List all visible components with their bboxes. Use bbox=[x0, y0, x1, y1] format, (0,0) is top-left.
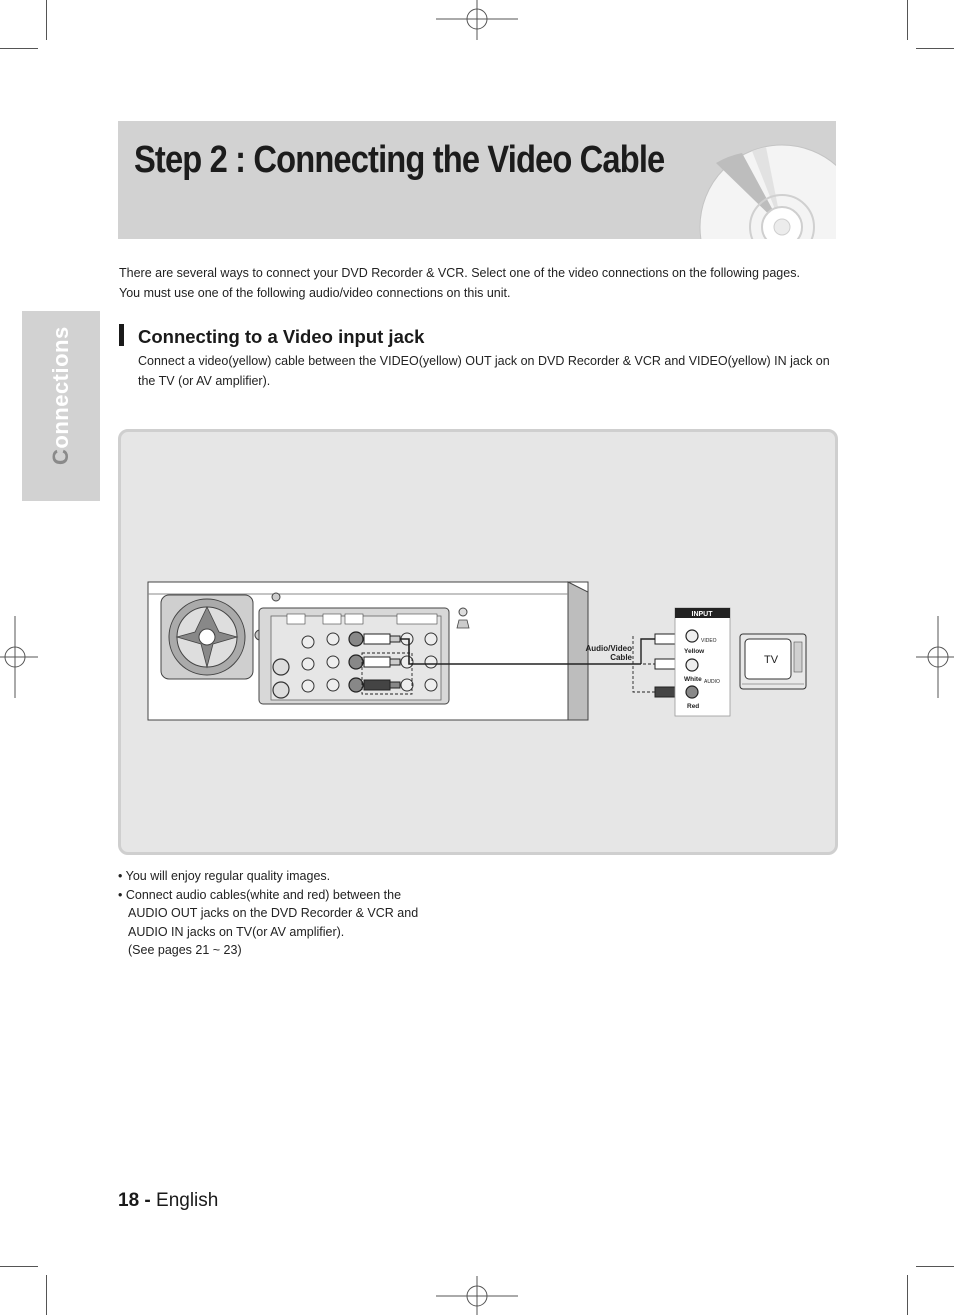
disc-icon bbox=[696, 143, 836, 239]
tv-input-panel bbox=[675, 608, 730, 716]
page-footer bbox=[118, 1190, 218, 1212]
section-marker bbox=[119, 324, 124, 346]
white-label: White bbox=[684, 676, 702, 683]
connection-diagram bbox=[118, 429, 838, 855]
side-tab-first-letter: C bbox=[48, 448, 73, 465]
side-tab bbox=[22, 311, 100, 501]
yellow-label: Yellow bbox=[684, 648, 705, 655]
note-2-line-2: AUDIO OUT jacks on the DVD Recorder & VCR and bbox=[128, 906, 419, 920]
side-tab-label bbox=[48, 275, 74, 501]
note-2-line-3: AUDIO IN jacks on TV(or AV amplifier). bbox=[128, 924, 345, 939]
cable-label-line-1: Audio/Video bbox=[585, 644, 632, 653]
intro-line-1: There are several ways to connect your DVD Recorder & VCR. Select one of the video connections on the following pages. bbox=[119, 266, 800, 280]
section-description: Connect a video(yellow) cable between the VIDEO(yellow) OUT jack on DVD Recorder & VCR and VIDEO(yellow) IN jack on the TV (or AV amplifier). bbox=[138, 354, 830, 388]
registration-mark-right bbox=[916, 616, 954, 698]
title-band bbox=[118, 121, 836, 239]
note-1: • You will enjoy regular quality images. bbox=[118, 869, 331, 883]
notes bbox=[118, 867, 478, 960]
page-title: Step 2 : Connecting the Video Cable bbox=[134, 139, 665, 181]
note-2: • Connect audio cables(white and red) between the bbox=[118, 887, 402, 902]
tv-icon bbox=[740, 634, 806, 689]
page-language: English bbox=[156, 1190, 219, 1211]
side-tab-rest: onnections bbox=[48, 326, 73, 449]
tv-label: TV bbox=[763, 654, 779, 666]
registration-mark-left bbox=[0, 616, 38, 698]
recorder-back-panel bbox=[148, 582, 588, 720]
section-heading: Connecting to a Video input jack bbox=[138, 326, 425, 347]
registration-mark-bottom bbox=[436, 1276, 518, 1315]
input-header: INPUT bbox=[691, 611, 713, 618]
intro-text bbox=[119, 263, 839, 303]
note-2-line-4: (See pages 21 ~ 23) bbox=[128, 943, 242, 957]
red-label: Red bbox=[687, 703, 700, 710]
video-label: VIDEO bbox=[701, 638, 717, 644]
cable-label-line-2: Cable bbox=[610, 653, 632, 662]
page-number: 18 - bbox=[118, 1190, 151, 1211]
fan-icon bbox=[161, 595, 253, 679]
connection-diagram-svg bbox=[121, 432, 835, 852]
audio-label: AUDIO bbox=[704, 679, 720, 685]
intro-line-2: You must use one of the following audio/video connections on this unit. bbox=[119, 286, 511, 300]
registration-mark-top bbox=[436, 0, 518, 40]
